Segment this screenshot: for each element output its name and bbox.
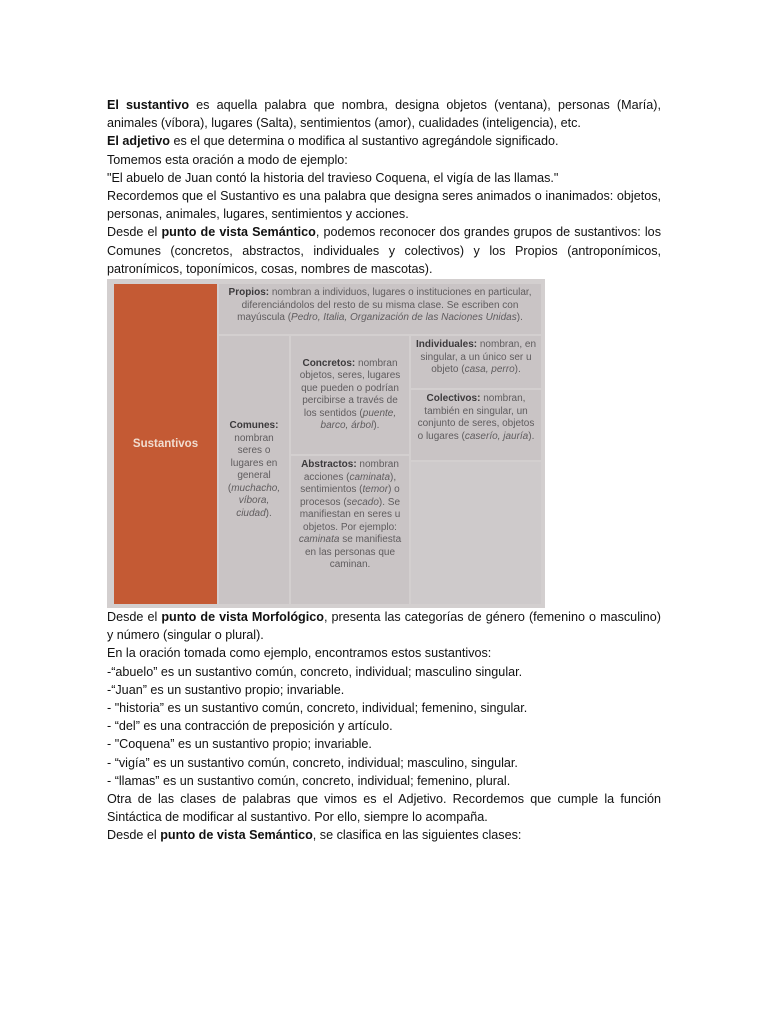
list-item: - “del” es una contracción de preposición y artículo.	[107, 719, 393, 734]
examples: caserío, jauría	[464, 430, 529, 442]
cell-title: Propios:	[228, 287, 270, 299]
text: nombran seres o lugares en general (	[227, 432, 278, 494]
examples: muchacho, víbora, ciudad	[231, 482, 281, 519]
text: ).	[516, 312, 523, 324]
examples: Pedro, Italia, Organización de las Naciones Unidas	[291, 312, 517, 324]
paragraph-adjetivo-semantico	[107, 826, 661, 844]
list-item: -“abuelo” es un sustantivo común, concreto, individual; masculino singular.	[107, 664, 523, 679]
cell-colectivos	[411, 390, 541, 460]
sustantivos-label: Sustantivos	[132, 437, 199, 450]
text: nombran a individuos, lugares o instituciones en particular, diferenciándolos del resto de su misma clase. Se escriben con mayúscula (	[237, 287, 532, 324]
term-punto-morfologico: punto de vista Morfológico	[161, 610, 324, 625]
text: Desde el	[107, 610, 162, 625]
examples: casa, perro	[464, 364, 515, 376]
list-item: - “llamas” es un sustantivo común, concreto, individual; femenino, plural.	[107, 773, 511, 788]
examples: secado	[346, 496, 379, 508]
paragraph-example-nouns-intro: En la oración tomada como ejemplo, encontramos estos sustantivos:	[107, 646, 492, 661]
cell-title: Colectivos:	[426, 393, 481, 405]
examples: temor	[362, 484, 389, 496]
cell-content	[295, 358, 405, 433]
cell-empty	[411, 462, 541, 604]
cell-title: Concretos:	[302, 357, 356, 369]
text: nombran objetos, seres, lugares que pueden o podrían percibirse a través de los sentidos (	[299, 357, 401, 419]
term-punto-semantico: punto de vista Semántico	[161, 225, 316, 240]
cell-title: Abstractos:	[301, 459, 357, 471]
list-item: -“Juan” es un sustantivo propio; invariable.	[107, 682, 345, 697]
paragraph-recordemos: Recordemos que el Sustantivo es una palabra que designa seres animados o inanimados: objetos, personas, animales, lugares, sentimientos y acciones.	[107, 189, 661, 222]
examples: caminata	[298, 534, 340, 546]
text: ). Se manifiestan en seres u objetos. Por ejemplo:	[299, 496, 401, 533]
text: nombran, también en singular, un conjunto de seres, objetos o lugares (	[417, 393, 535, 442]
cell-individuales	[411, 336, 541, 388]
text: Desde el	[107, 225, 162, 240]
text: ).	[514, 364, 521, 376]
cell-propios	[219, 284, 541, 334]
paragraph-sustantivo-definition	[107, 96, 661, 132]
list-item: - "historia” es un sustantivo común, concreto, individual; femenino, singular.	[107, 701, 528, 716]
cell-title: Individuales:	[415, 339, 478, 351]
text: nombran acciones (	[303, 459, 399, 483]
paragraph-adjetivo-function: Otra de las clases de palabras que vimos es el Adjetivo. Recordemos que cumple la función Sintáctica de modificar al sustantivo. Por ello, siempre lo acompaña.	[107, 792, 661, 825]
text: Desde el	[107, 828, 161, 843]
text: , se clasifica en las siguientes clases:	[312, 828, 522, 843]
paragraph-example-sentence: "El abuelo de Juan contó la historia del travieso Coquena, el vigía de las llamas."	[107, 170, 559, 185]
text: ), sentimientos (	[300, 471, 397, 496]
cell-content	[223, 420, 285, 520]
cell-abstractos	[291, 456, 409, 604]
text: ).	[373, 420, 380, 432]
text: , podemos reconocer dos grandes grupos de sustantivos: los Comunes (concretos, abstractos, individuales y colectivos) y los Propios (antroponímicos, patronímicos, toponímicos, cosas, nombres de mascotas).	[107, 225, 661, 276]
text: es aquella palabra que nombra, designa objetos (ventana), personas (María), animales (víbora), lugares (Salta), sentimientos (amor), cualidades (inteligencia), etc.	[107, 98, 661, 131]
text: es el que determina o modifica al sustantivo agregándole significado.	[170, 134, 559, 149]
term-sustantivo: El sustantivo	[107, 98, 190, 112]
examples: puente, barco, árbol	[320, 407, 397, 432]
examples: caminata	[349, 471, 391, 483]
sustantivos-label-bar	[114, 284, 217, 604]
term-adjetivo: El adjetivo	[107, 134, 170, 149]
cell-concretos	[291, 336, 409, 454]
term-punto-semantico-adj: punto de vista Semántico	[160, 828, 313, 843]
text: ).	[265, 507, 272, 519]
text: ) o procesos (	[299, 484, 400, 508]
cell-comunes	[219, 336, 289, 604]
paragraph-morfologico	[107, 608, 661, 644]
text: ).	[528, 430, 535, 442]
list-item: - "Coquena” es un sustantivo propio; invariable.	[107, 737, 372, 752]
cell-title: Comunes:	[229, 420, 279, 432]
paragraph-example-intro: Tomemos esta oración a modo de ejemplo:	[107, 152, 348, 167]
text: , presenta las categorías de género (femenino o masculino) y número (singular o plural).	[107, 610, 661, 643]
document-body	[107, 96, 661, 845]
text: nombran, en singular, a un único ser u objeto (	[420, 339, 537, 376]
list-item: - “vigía” es un sustantivo común, concreto, individual; masculino, singular.	[107, 755, 518, 770]
text: se manifiesta en las personas que caminan.	[304, 534, 402, 571]
paragraph-adjetivo-definition	[107, 132, 661, 150]
paragraph-semantico	[107, 223, 661, 278]
sustantivos-classification-photo	[107, 279, 545, 608]
